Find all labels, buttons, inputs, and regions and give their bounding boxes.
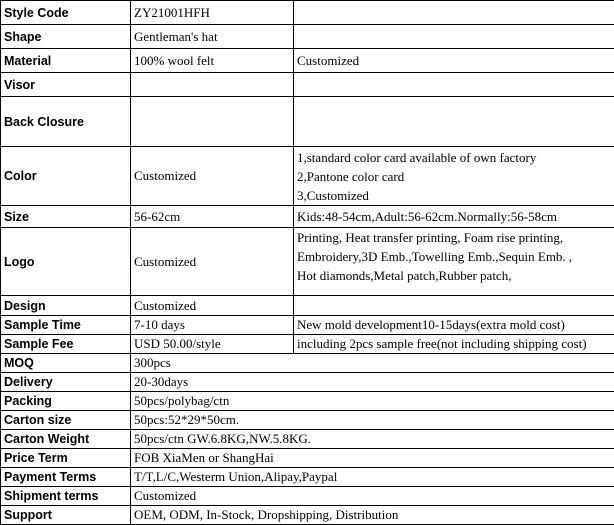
table-row [1,73,614,97]
row-label: Delivery [1,373,131,392]
row-value: 56-62cm [131,206,294,228]
color-option-line: 3,Customized [297,187,369,203]
row-value: Customized [131,487,614,506]
row-value: Gentleman's hat [131,25,294,49]
row-value: 50pcs/ctn GW.6.8KG,NW.5.8KG. [131,430,614,449]
row-value: FOB XiaMen or ShangHai [131,449,614,468]
row-value: 300pcs [131,354,614,373]
table-row [1,1,614,25]
row-label: Back Closure [1,97,131,147]
row-extra [294,296,614,316]
row-extra: including 2pcs sample free(not including shipping cost) [294,335,614,354]
row-label: MOQ [1,354,131,373]
table-row [1,316,614,335]
table-row [1,49,614,73]
table-row [1,296,614,316]
row-extra [294,1,614,25]
row-value: T/T,L/C,Westerm Union,Alipay,Paypal [131,468,614,487]
row-extra: Customized [294,49,614,73]
row-label: Payment Terms [1,468,131,487]
row-label: Size [1,206,131,228]
table-row [1,392,614,411]
row-label: Design [1,296,131,316]
color-option-line: 1,standard color card available of own factory [297,149,537,165]
logo-option-line: Embroidery,3D Emb.,Towelling Emb.,Sequin Emb. , [297,249,573,264]
row-extra [294,147,614,206]
row-value: ZY21001HFH [131,1,294,25]
row-label: Style Code [1,1,131,25]
row-value [131,73,294,97]
row-label: Carton Weight [1,430,131,449]
row-extra [294,228,614,296]
row-value [131,97,294,147]
row-value: Customized [131,296,294,316]
row-value: OEM, ODM, In-Stock, Dropshipping, Distribution [131,506,614,525]
logo-option-line: Hot diamonds,Metal patch,Rubber patch, [297,268,512,283]
color-option-line: 2,Pantone color card [297,168,405,184]
row-label: Logo [1,228,131,296]
row-value: 50pcs:52*29*50cm. [131,411,614,430]
table-row [1,506,614,525]
row-label: Carton size [1,411,131,430]
row-label: Color [1,147,131,206]
table-row [1,354,614,373]
table-row [1,430,614,449]
row-value: Customized [131,228,294,296]
table-row [1,97,614,147]
table-row [1,411,614,430]
row-label: Packing [1,392,131,411]
table-row [1,449,614,468]
row-extra [294,73,614,97]
table-row [1,468,614,487]
row-label: Price Term [1,449,131,468]
logo-option-line: Printing, Heat transfer printing, Foam rise printing, [297,230,564,245]
row-value: 20-30days [131,373,614,392]
row-label: Visor [1,73,131,97]
row-label: Material [1,49,131,73]
row-label: Shape [1,25,131,49]
row-label: Sample Time [1,316,131,335]
row-value: 100% wool felt [131,49,294,73]
table-row [1,335,614,354]
row-label: Sample Fee [1,335,131,354]
row-label: Support [1,506,131,525]
row-value: 7-10 days [131,316,294,335]
table-row [1,206,614,228]
row-extra: Kids:48-54cm,Adult:56-62cm.Normally:56-58cm [294,206,614,228]
table-row [1,147,614,206]
row-value: USD 50.00/style [131,335,294,354]
table-row [1,487,614,506]
row-extra [294,97,614,147]
table-row [1,373,614,392]
row-extra: New mold development10-15days(extra mold cost) [294,316,614,335]
table-row [1,25,614,49]
row-label: Shipment terms [1,487,131,506]
row-value: 50pcs/polybag/ctn [131,392,614,411]
table-row [1,228,614,296]
row-extra [294,25,614,49]
row-value: Customized [131,147,294,206]
